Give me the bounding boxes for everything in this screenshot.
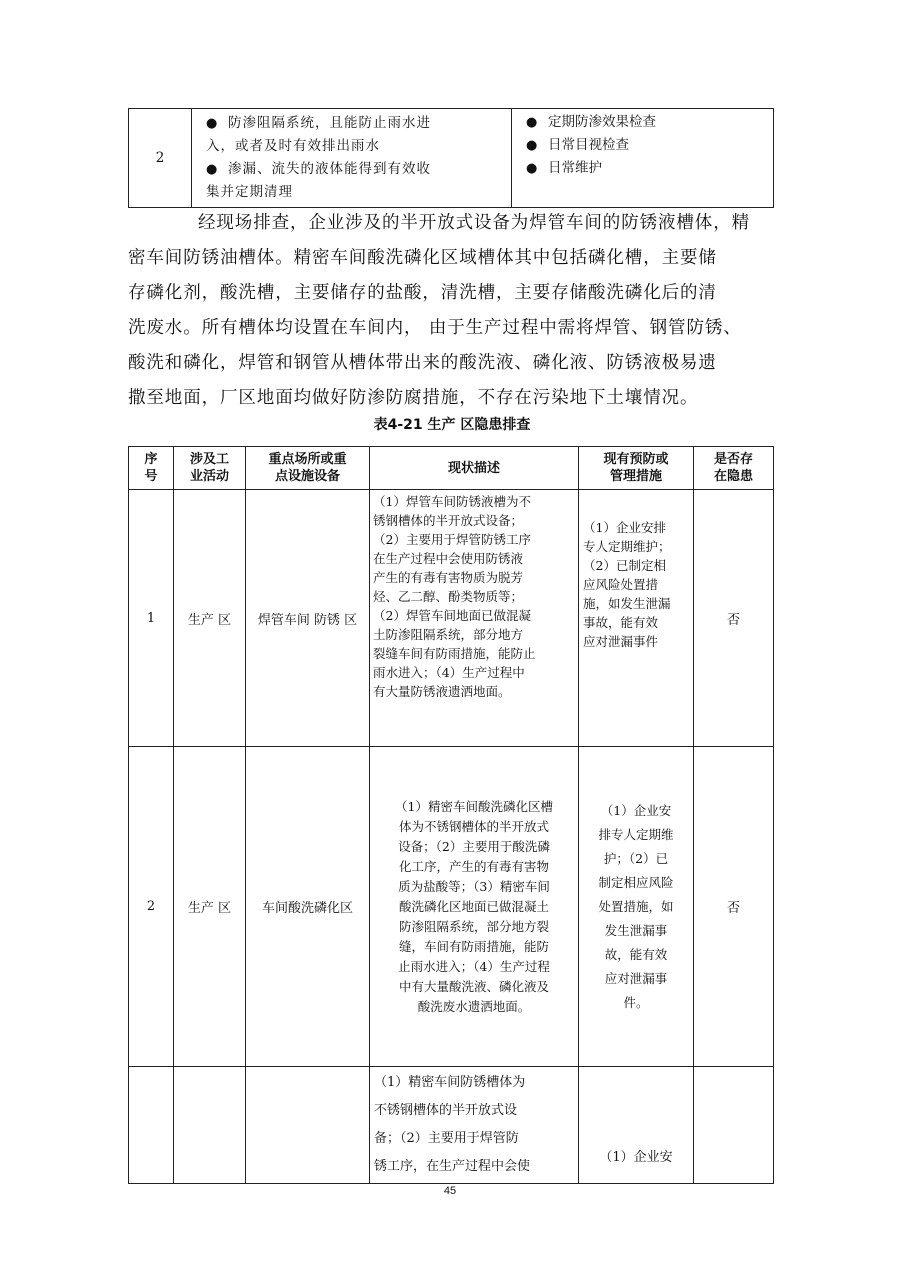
requirement-item-cont: 入，或者及时有效排出雨水 — [206, 138, 380, 154]
requirement-item: ● 渗漏、流失的液体能得到有效收 — [206, 158, 503, 181]
paragraph-line: 酸洗和磷化，焊管和钢管从槽体带出来的酸洗液、磷化液、防锈液极易遗 — [128, 353, 717, 373]
page-number: 45 — [443, 1185, 457, 1197]
header-measures: 现有预防或 管理措施 — [579, 447, 694, 490]
bullet-icon: ● — [526, 161, 538, 176]
header-description: 现状描述 — [370, 447, 579, 490]
body-paragraph — [128, 206, 776, 416]
cell-activity — [174, 1067, 246, 1184]
measure-item: ● 日常维护 — [526, 157, 765, 180]
cell-hazard: 否 — [694, 490, 774, 747]
cell-hazard: 否 — [694, 747, 774, 1067]
cell-no — [129, 1067, 174, 1184]
bullet-icon: ● — [526, 115, 538, 130]
table-row — [129, 747, 774, 1067]
top-table-requirements — [192, 109, 512, 208]
cell-description: （1）精密车间防锈槽体为 不锈钢槽体的半开放式设 备；（2）主要用于焊管防 锈工序，在生产过程中会使 — [370, 1067, 579, 1184]
paragraph-line: 经现场排查，企业涉及的半开放式设备为焊管车间的防锈液槽体，精 — [198, 213, 750, 233]
top-table-measures — [512, 109, 774, 208]
cell-activity: 生产 区 — [174, 490, 246, 747]
header-activity: 涉及工 业活动 — [174, 447, 246, 490]
paragraph-line: 密车间防锈油槽体。精密车间酸洗磷化区域槽体其中包括磷化槽，主要储 — [128, 248, 717, 268]
cell-description: （1）焊管车间防锈液槽为不 锈钢槽体的半开放式设备； （2）主要用于焊管防锈工序 在生产过程中会使用防锈液 产生的有毒有害物质为脱芳 烃、乙二醇、酚类物质等； （2）焊管车间地面已做混凝 土防渗阻隔系统，部分地方 裂缝车间有防雨措施，能防止 雨水进入；（4）生产过程中 有大量防锈液遗洒地面。 — [370, 490, 579, 747]
cell-hazard — [694, 1067, 774, 1184]
cell-place — [246, 1067, 370, 1184]
cell-description: （1）精密车间酸洗磷化区槽 体为不锈钢槽体的半开放式 设备；（2）主要用于酸洗磷 化工序，产生的有毒有害物 质为盐酸等；（3）精密车间 酸洗磷化区地面已做混凝土 防渗阻隔系统，部分地方裂 缝，车间有防雨措施，能防 止雨水进入；（4）生产过程 中有大量酸洗液、磷化液及 酸洗废水遗洒地面。 — [370, 747, 579, 1067]
paragraph-line: 洗废水。所有槽体均设置在车间内， 由于生产过程中需将焊管、钢管防锈、 — [128, 318, 742, 338]
table-header-row — [129, 447, 774, 490]
requirement-item-cont: 集并定期清理 — [206, 184, 293, 200]
hazard-table — [128, 446, 774, 1184]
cell-measures: （1）企业安 排专人定期维 护；（2）已 制定相应风险 处置措施，如 发生泄漏事 故，能有效 应对泄漏事 件。 — [579, 747, 694, 1067]
bullet-icon: ● — [526, 138, 538, 153]
cell-no: 1 — [129, 490, 174, 747]
requirement-item: ● 防渗阻隔系统，且能防止雨水进 — [206, 112, 503, 135]
bullet-icon: ● — [206, 116, 218, 131]
cell-measures: （1）企业安 — [579, 1067, 694, 1184]
table-row — [129, 490, 774, 747]
paragraph-line: 存磷化剂，酸洗槽，主要储存的盐酸，清洗槽，主要存储酸洗磷化后的清 — [128, 283, 717, 303]
bullet-icon: ● — [206, 162, 218, 177]
measure-item: ● 定期防渗效果检查 — [526, 111, 765, 134]
cell-place: 焊管车间 防锈 区 — [246, 490, 370, 747]
top-table-number: 2 — [129, 109, 192, 208]
top-table — [128, 108, 774, 208]
paragraph-line: 撒至地面，厂区地面均做好防渗防腐措施，不存在污染地下土壤情况。 — [128, 388, 699, 408]
cell-activity: 生产 区 — [174, 747, 246, 1067]
table-caption: 表4-21 生产 区隐患排查 — [373, 417, 531, 433]
header-place: 重点场所或重 点设施设备 — [246, 447, 370, 490]
cell-measures: （1）企业安排 专人定期维护； （2）已制定相 应风险处置措 施，如发生泄漏 事故，能有效 应对泄漏事件 — [579, 490, 694, 747]
measure-item: ● 日常目视检查 — [526, 134, 765, 157]
cell-no: 2 — [129, 747, 174, 1067]
table-row — [129, 1067, 774, 1184]
header-no: 序 号 — [129, 447, 174, 490]
header-hazard: 是否存 在隐患 — [694, 447, 774, 490]
cell-place: 车间酸洗磷化区 — [246, 747, 370, 1067]
